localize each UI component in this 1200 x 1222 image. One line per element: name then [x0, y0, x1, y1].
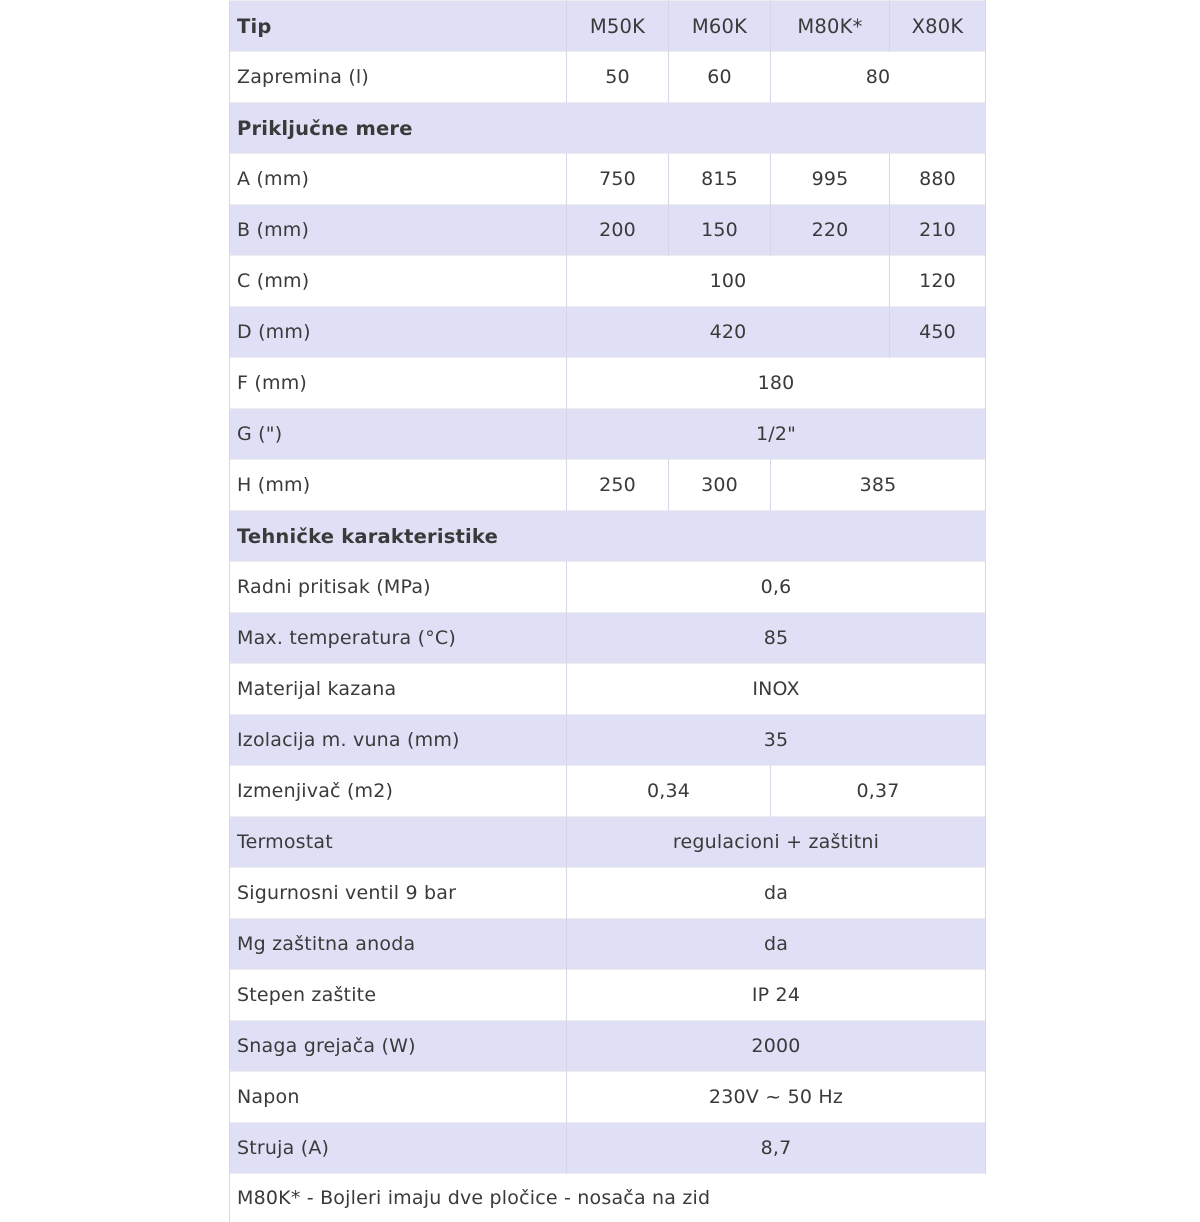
- cell-value: 210: [890, 205, 986, 256]
- row-label: B (mm): [230, 205, 567, 256]
- cell-value: 420: [567, 307, 890, 358]
- table-row-izolacija: [230, 715, 986, 766]
- row-label: G ("): [230, 409, 567, 460]
- cell-value: da: [567, 919, 986, 970]
- table-row-izmenjivac: [230, 766, 986, 817]
- cell-value: 995: [771, 154, 890, 205]
- spec-table-container: [229, 0, 985, 1200]
- cell-value: IP 24: [567, 970, 986, 1021]
- row-label: F (mm): [230, 358, 567, 409]
- table-row-struja: [230, 1123, 986, 1174]
- section-title: Tehničke karakteristike: [230, 511, 986, 562]
- row-label: H (mm): [230, 460, 567, 511]
- cell-value: 815: [669, 154, 771, 205]
- cell-value: 0,34: [567, 766, 771, 817]
- cell-value: 230V ~ 50 Hz: [567, 1072, 986, 1123]
- cell-value: da: [567, 868, 986, 919]
- row-label: Stepen zaštite: [230, 970, 567, 1021]
- cell-value: 80: [771, 52, 986, 103]
- cell-value: 35: [567, 715, 986, 766]
- cell-value: 60: [669, 52, 771, 103]
- cell-value: 250: [567, 460, 669, 511]
- cell-value: regulacioni + zaštitni: [567, 817, 986, 868]
- table-row-pritisak: [230, 562, 986, 613]
- spec-table: [229, 0, 986, 1222]
- cell-value: 8,7: [567, 1123, 986, 1174]
- table-row-g: [230, 409, 986, 460]
- table-row-b: [230, 205, 986, 256]
- header-row: [230, 1, 986, 52]
- row-label: Termostat: [230, 817, 567, 868]
- row-label: Zapremina (l): [230, 52, 567, 103]
- row-label: Izolacija m. vuna (mm): [230, 715, 567, 766]
- cell-value: 385: [771, 460, 986, 511]
- table-row-snaga: [230, 1021, 986, 1072]
- cell-value: 200: [567, 205, 669, 256]
- row-label: A (mm): [230, 154, 567, 205]
- row-label: Materijal kazana: [230, 664, 567, 715]
- cell-value: 180: [567, 358, 986, 409]
- table-row-termostat: [230, 817, 986, 868]
- cell-value: 300: [669, 460, 771, 511]
- table-row-anoda: [230, 919, 986, 970]
- table-row-d: [230, 307, 986, 358]
- row-label: D (mm): [230, 307, 567, 358]
- table-row-zapremina: [230, 52, 986, 103]
- table-row-napon: [230, 1072, 986, 1123]
- section-row-prikljucne-mere: [230, 103, 986, 154]
- row-label: Sigurnosni ventil 9 bar: [230, 868, 567, 919]
- cell-value: 2000: [567, 1021, 986, 1072]
- cell-value: 1/2": [567, 409, 986, 460]
- table-row-a: [230, 154, 986, 205]
- table-row-c: [230, 256, 986, 307]
- cell-value: 750: [567, 154, 669, 205]
- cell-value: 50: [567, 52, 669, 103]
- section-title: Priključne mere: [230, 103, 986, 154]
- table-row-zastita: [230, 970, 986, 1021]
- row-label: Snaga grejača (W): [230, 1021, 567, 1072]
- cell-value: 450: [890, 307, 986, 358]
- row-label: Napon: [230, 1072, 567, 1123]
- header-model-m60k: M60K: [669, 1, 771, 52]
- table-row-ventil: [230, 868, 986, 919]
- section-row-tehnicke-karakteristike: [230, 511, 986, 562]
- table-row-materijal: [230, 664, 986, 715]
- header-label: Tip: [230, 1, 567, 52]
- row-label: C (mm): [230, 256, 567, 307]
- cell-value: 880: [890, 154, 986, 205]
- table-row-f: [230, 358, 986, 409]
- table-row-temperatura: [230, 613, 986, 664]
- cell-value: 0,37: [771, 766, 986, 817]
- cell-value: INOX: [567, 664, 986, 715]
- table-row-h: [230, 460, 986, 511]
- cell-value: 150: [669, 205, 771, 256]
- cell-value: 120: [890, 256, 986, 307]
- row-label: Max. temperatura (°C): [230, 613, 567, 664]
- cell-value: 100: [567, 256, 890, 307]
- header-model-m50k: M50K: [567, 1, 669, 52]
- cell-value: 85: [567, 613, 986, 664]
- header-model-x80k: X80K: [890, 1, 986, 52]
- row-label: Izmenjivač (m2): [230, 766, 567, 817]
- header-model-m80k: M80K*: [771, 1, 890, 52]
- row-label: Struja (A): [230, 1123, 567, 1174]
- table-row-note: [230, 1174, 986, 1222]
- row-label: Mg zaštitna anoda: [230, 919, 567, 970]
- row-label: Radni pritisak (MPa): [230, 562, 567, 613]
- footnote: M80K* - Bojleri imaju dve pločice - nosača na zid: [230, 1174, 986, 1222]
- cell-value: 220: [771, 205, 890, 256]
- cell-value: 0,6: [567, 562, 986, 613]
